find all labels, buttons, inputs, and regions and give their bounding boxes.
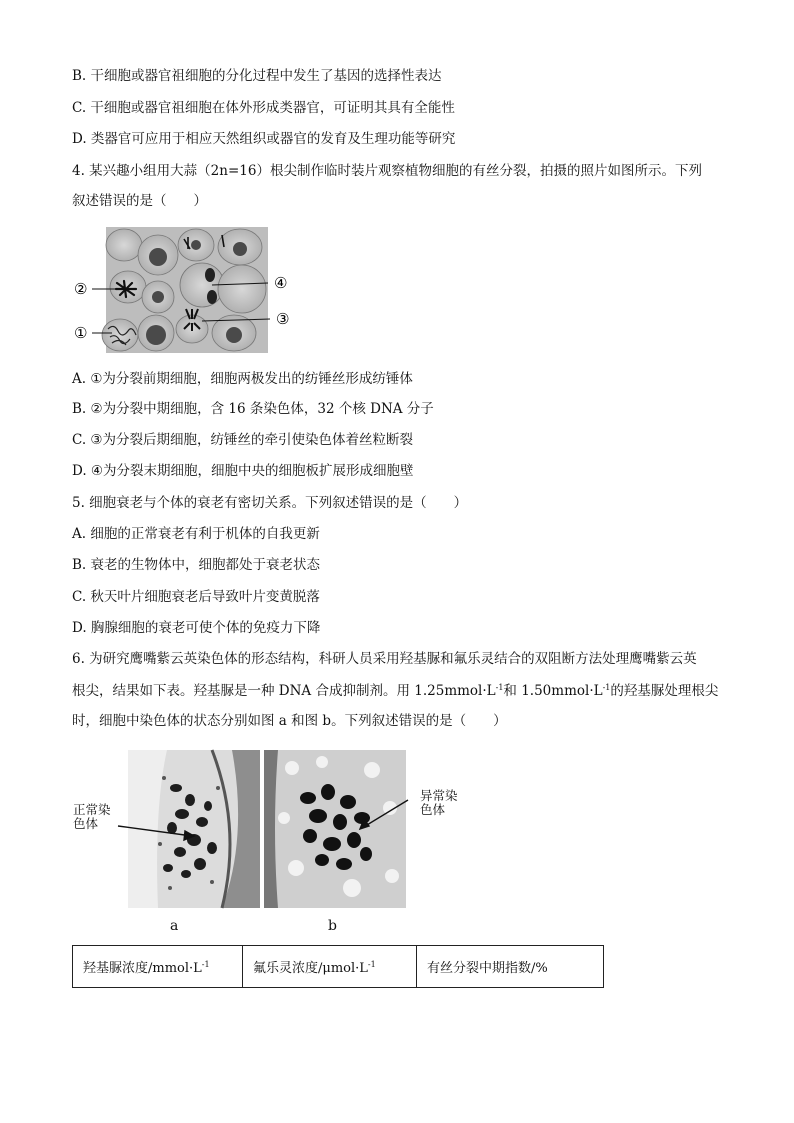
header-mitotic-index: 有丝分裂中期指数/% [417, 946, 604, 988]
results-table [72, 945, 604, 988]
q3-option-c: C. 干细胞或器官祖细胞在体外形成类器官，可证明其具有全能性 [72, 100, 455, 116]
q4-stem-line1: 4. 某兴趣小组用大蒜（2n=16）根尖制作临时装片观察植物细胞的有丝分裂，拍摄的照片如图所示。下列 [72, 163, 702, 179]
header-trifluralin: 氟乐灵浓度$/\mu mol\cdot L^{-1}$ [243, 946, 417, 988]
figure-label-4: ④ [274, 274, 288, 292]
header-hydroxyurea: 羟基脲浓度$/mmol\cdot L^{-1}$ [73, 946, 243, 988]
q6-stem-line3: 时，细胞中染色体的状态分别如图 a 和图 b。下列叙述错误的是（ ） [72, 713, 507, 729]
caption-a: a [170, 918, 179, 934]
q3-option-b: B. 干细胞或器官祖细胞的分化过程中发生了基因的选择性表达 [72, 68, 442, 84]
table-header-row [73, 946, 604, 988]
q4-option-b: B. ②为分裂中期细胞，含 16 条染色体，32 个核 DNA 分子 [72, 401, 434, 417]
chromosome-micrographs [72, 748, 412, 912]
q4-option-c: C. ③为分裂后期细胞，纺锤丝的牵引使染色体着丝粒断裂 [72, 432, 414, 448]
figure-label-1: ① [74, 324, 88, 342]
q5-option-b: B. 衰老的生物体中，细胞都处于衰老状态 [72, 557, 321, 573]
q5-option-d: D. 胸腺细胞的衰老可使个体的免疫力下降 [72, 620, 321, 636]
q4-stem-line2: 叙述错误的是（ ） [72, 193, 207, 209]
q4-option-a: A. ①为分裂前期细胞，细胞两极发出的纺锤丝形成纺锤体 [72, 371, 413, 387]
label-abnormal-chromosome: 异常染 色体 [420, 788, 458, 817]
q4-option-d: D. ④为分裂末期细胞，细胞中央的细胞板扩展形成细胞壁 [72, 463, 414, 479]
caption-b: b [328, 918, 337, 934]
q6-stem-line2: 根尖，结果如下表。羟基脲是一种 DNA 合成抑制剂。用 $1.25mmol\cdot L^{-1}$和 $1.50mmol\cdot L^{-1}$的羟基脲处理根尖 [72, 683, 719, 699]
q3-option-d: D. 类器官可应用于相应天然组织或器官的发育及生理功能等研究 [72, 131, 456, 147]
figure-label-3: ③ [276, 310, 290, 328]
figure-label-2: ② [74, 280, 88, 298]
micrograph-b [264, 750, 406, 908]
mitosis-micrograph [72, 225, 302, 355]
micrograph-a [128, 750, 260, 908]
label-normal-chromosome: 正常染 色体 [73, 802, 111, 831]
q6-stem-line1: 6. 为研究鹰嘴紫云英染色体的形态结构，科研人员采用羟基脲和氟乐灵结合的双阻断方法处理鹰嘴紫云英 [72, 651, 697, 667]
q5-option-c: C. 秋天叶片细胞衰老后导致叶片变黄脱落 [72, 589, 320, 605]
q5-stem: 5. 细胞衰老与个体的衰老有密切关系。下列叙述错误的是（ ） [72, 495, 468, 511]
q5-option-a: A. 细胞的正常衰老有利于机体的自我更新 [72, 526, 320, 542]
